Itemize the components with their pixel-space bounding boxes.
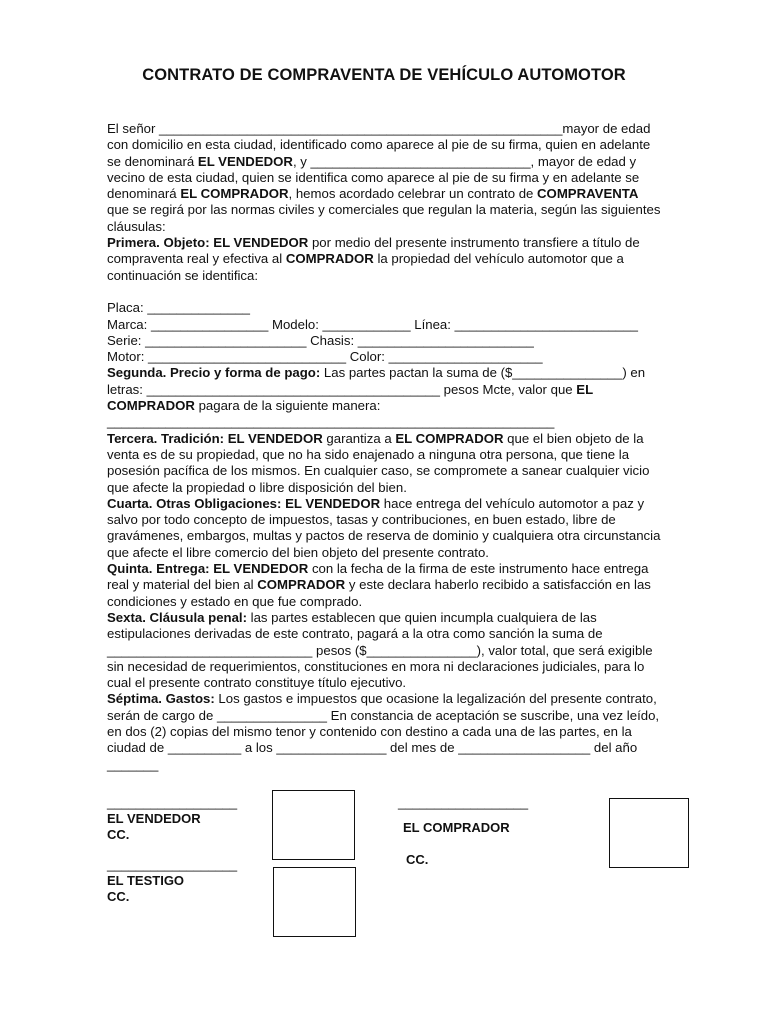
clause-text: hace entrega del vehículo automotor a paz y salvo por todo concepto de impuestos, tasas y contribuciones, en buen estado, libre de gravámenes, embargos, multas y pactos de reserva de dominio y cualquiera otra circunstancia que afecte el libre comercio del bien objeto del presente contrato.: [107, 495, 661, 560]
intro-compraventa: COMPRAVENTA: [537, 186, 639, 202]
signature-label: EL VENDEDOR: [107, 811, 201, 826]
clause-text: la propiedad del vehículo automotor que a continuación se identifica:: [107, 251, 624, 283]
field-placa: Placa: ______________: [107, 300, 250, 316]
signature-testigo: [107, 857, 237, 905]
intro-text: , y ______________________________, mayor de edad y vecino de esta ciudad, quien se identifica como aparece al pie de su firma y en adelante se denominará: [107, 153, 640, 202]
clause-text: por medio del presente instrumento transfiere a título de compraventa real y efectiva al: [107, 235, 640, 267]
clause-heading: Sexta. Cláusula penal:: [107, 609, 247, 625]
signature-comprador-cc: [406, 852, 428, 868]
fingerprint-box-testigo: [273, 867, 356, 937]
signature-line: __________________: [107, 857, 238, 872]
clause-segunda: [107, 365, 662, 430]
clause-text: Los gastos e impuestos que ocasione la legalización del presente contrato, serán de cargo de _______________ En constancia de aceptación se suscribe, una vez leído, en dos (2) copias del mismo tenor y contenido con destino a cada una de las partes, en la ciudad de __________ a los _______________ del mes de __________________ del año _______: [107, 691, 660, 772]
signature-label: EL TESTIGO: [107, 873, 185, 888]
clause-quinta: [107, 561, 662, 610]
field-serie-chasis: Serie: ______________________ Chasis: ________________________: [107, 332, 534, 348]
clause-bold: EL VENDEDOR: [285, 495, 381, 511]
signature-comprador-label: [403, 820, 510, 836]
clause-text: pagara de la siguiente manera: _____________________________________________________________: [107, 398, 555, 430]
field-motor-color: Motor: ___________________________ Color: _____________________: [107, 349, 543, 365]
clause-bold: COMPRADOR: [285, 251, 374, 267]
intro-vendedor: EL VENDEDOR: [197, 153, 293, 169]
contract-body: [107, 121, 662, 773]
clause-heading: Tercera. Tradición:: [107, 430, 225, 446]
clause-bold: EL COMPRADOR: [107, 381, 593, 414]
clause-heading: Séptima. Gastos:: [107, 691, 215, 707]
signature-cc: CC.: [107, 889, 130, 904]
clause-primera: [107, 235, 662, 284]
signature-line: __________________: [107, 795, 238, 810]
clause-bold: EL VENDEDOR: [227, 430, 323, 446]
signature-line: __________________: [398, 795, 529, 810]
signature-comprador: [398, 795, 528, 811]
clause-text: con la fecha de la firma de este instrumento hace entrega real y material del bien al: [107, 561, 649, 593]
clause-heading: Quinta. Entrega:: [107, 561, 210, 577]
intro-text: El señor _______________________________________________________mayor de edad con domicilio en esta ciudad, identificado como aparece al pie de su firma, quien en adelante se denominará: [107, 121, 651, 169]
clause-bold: EL VENDEDOR: [213, 561, 309, 577]
clause-tercera: [107, 431, 662, 496]
clause-sexta: [107, 610, 662, 691]
signature-cc: CC.: [107, 827, 130, 842]
clause-septima: [107, 691, 662, 772]
clause-bold: EL VENDEDOR: [213, 235, 309, 251]
clause-text: las partes establecen que quien incumpla cualquiera de las estipulaciones derivadas de este contrato, pagará a la otra como sanción la suma de ____________________________ pesos ($_______________), valor total, que será exigible sin necesidad de requerimientos, constituciones en mora ni declaraciones judiciales, para lo cual el presente contrato constituye título ejecutivo.: [107, 609, 653, 691]
signature-vendedor: [107, 795, 237, 843]
intro-paragraph: [107, 121, 662, 235]
field-marca-modelo-linea: Marca: ________________ Modelo: ____________ Línea: _________________________: [107, 316, 638, 332]
signature-cc: CC.: [406, 852, 429, 867]
spacer: [107, 284, 662, 300]
clause-text: garantiza a: [322, 430, 396, 446]
clause-heading: Cuarta. Otras Obligaciones:: [107, 495, 282, 511]
fingerprint-box-vendedor: [272, 790, 355, 860]
document-title: CONTRATO DE COMPRAVENTA DE VEHÍCULO AUTOMOTOR: [142, 66, 626, 84]
clause-bold: COMPRADOR: [257, 577, 346, 593]
clause-text: Las partes pactan la suma de ($_______________) en letras: ________________________________________ pesos Mcte, valor que: [107, 365, 646, 397]
clause-text: y este declara haberlo recibido a satisfacción en las condiciones y estado en que fue comprado.: [107, 577, 651, 609]
clause-heading: Segunda. Precio y forma de pago:: [107, 365, 321, 381]
intro-comprador: EL COMPRADOR: [180, 186, 289, 202]
clause-heading: Primera. Objeto:: [107, 235, 210, 251]
signature-label: EL COMPRADOR: [403, 820, 510, 835]
clause-text: que el bien objeto de la venta es de su propiedad, que no ha sido enajenado a ninguna otra persona, que tiene la posesión pacífica de los mismos. En cualquier caso, se compromete a sanear cualquier vicio que afecte la propiedad o libre disposición del bien.: [107, 430, 650, 495]
intro-text: , hemos acordado celebrar un contrato de: [288, 186, 538, 202]
clause-cuarta: [107, 496, 662, 561]
clause-bold: EL COMPRADOR: [395, 430, 504, 446]
intro-text: que se regirá por las normas civiles y comerciales que regulan la materia, según las siguientes cláusulas:: [107, 202, 661, 234]
fingerprint-box-comprador: [609, 798, 689, 868]
